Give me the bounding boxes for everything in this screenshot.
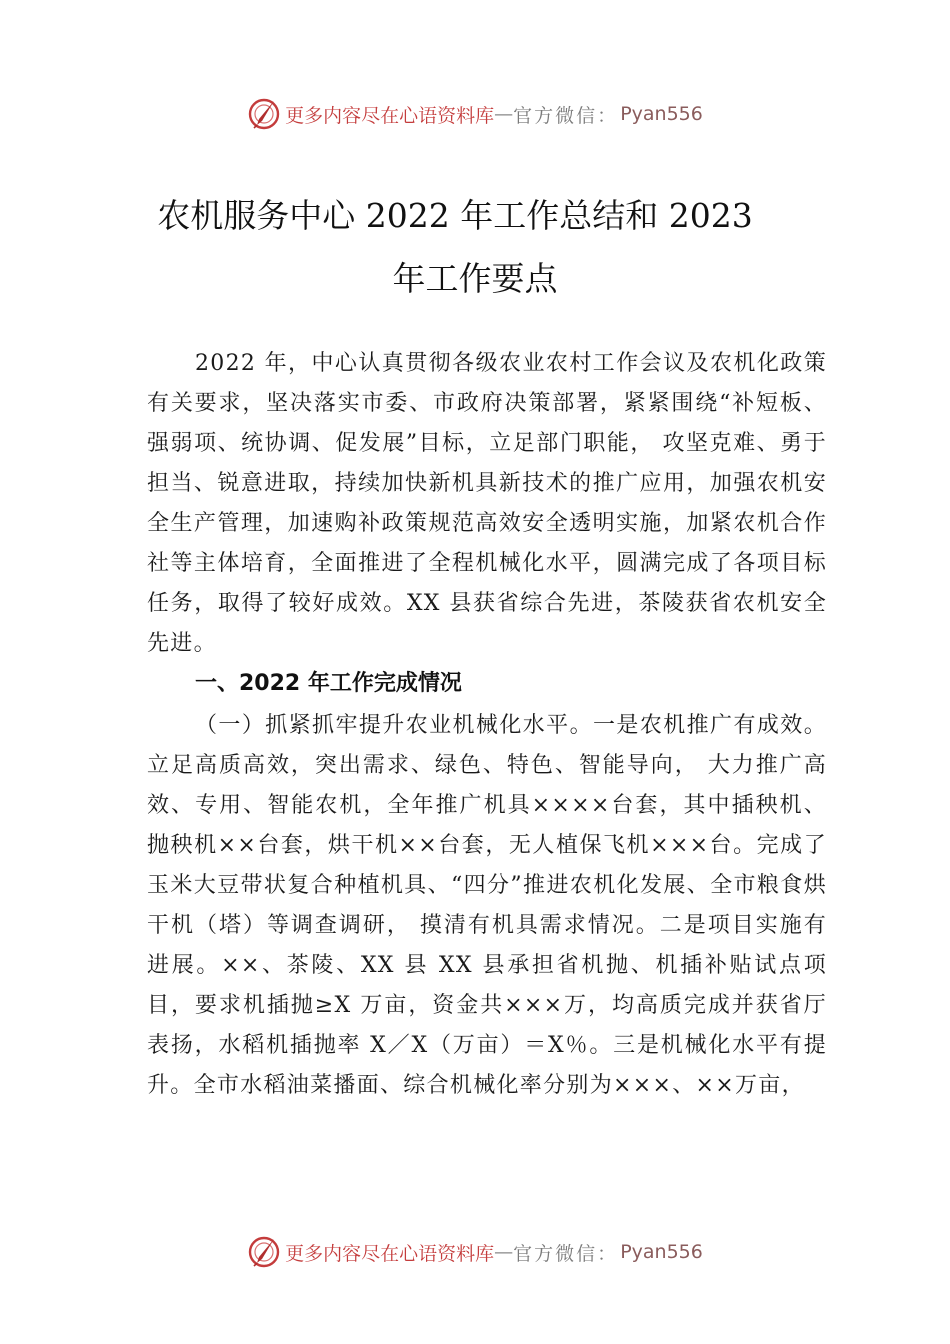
banner-main-text: 更多内容尽在心语资料库 bbox=[285, 104, 495, 127]
banner-wechat-id: Pyan556 bbox=[620, 1241, 703, 1263]
quill-pen-icon bbox=[247, 1235, 281, 1269]
section-1-paragraph: （一）抓紧抓牢提升农业机械化水平。一是农机推广有成效。立足高质高效，突出需求、绿色、特色、智能导向， 大力推广高效、专用、智能农机，全年推广机具××××台套，其中插秧机、抛秧机××台套，烘干机××台套，无人植保飞机×××台。完成了玉米大豆带状复合种植机具、“四分”推进农机化发展、全市粮食烘干机（塔）等调查调研， 摸清有机具需求情况。二是项目实施有进展。××、茶陵、XX 县 XX 县承担省机抛、机插补贴试点项目，要求机插抛≥X 万亩，资金共×××万，均高质完成并获省厅表扬，水稻机插抛率 X／X（万亩）＝X％。三是机械化水平有提升。全市水稻油菜播面、综合机械化率分别为×××、××万亩， bbox=[147, 713, 827, 1098]
banner-separator: — bbox=[494, 1241, 514, 1263]
watermark-banner-top bbox=[0, 94, 950, 134]
section-heading-1: 一、2022 年工作完成情况 bbox=[195, 671, 462, 696]
watermark-banner-bottom bbox=[0, 1232, 950, 1272]
banner-wechat-label: 官方微信： bbox=[513, 104, 619, 127]
banner-separator: — bbox=[494, 103, 514, 125]
banner-wechat-id: Pyan556 bbox=[620, 103, 703, 125]
banner-wechat-label: 官方微信： bbox=[513, 1242, 619, 1265]
document-title-line-2: 年工作要点 bbox=[392, 259, 558, 298]
banner-main-text: 更多内容尽在心语资料库 bbox=[285, 1242, 495, 1265]
quill-pen-icon bbox=[247, 97, 281, 131]
intro-paragraph: 2022 年，中心认真贯彻各级农业农村工作会议及农机化政策有关要求，坚决落实市委、市政府决策部署，紧紧围绕“补短板、强弱项、统协调、促发展”目标，立足部门职能， 攻坚克难、勇于担当、锐意进取，持续加快新机具新技术的推广应用，加强农机安全生产管理，加速购补政策规范高效安全透明实施，加紧农机合作社等主体培育，全面推进了全程机械化水平，圆满完成了各项目标任务，取得了较好成效。XX 县获省综合先进，茶陵获省农机安全先进。 bbox=[147, 351, 827, 656]
document-title-line-1: 农机服务中心 2022 年工作总结和 2023 bbox=[157, 196, 753, 235]
